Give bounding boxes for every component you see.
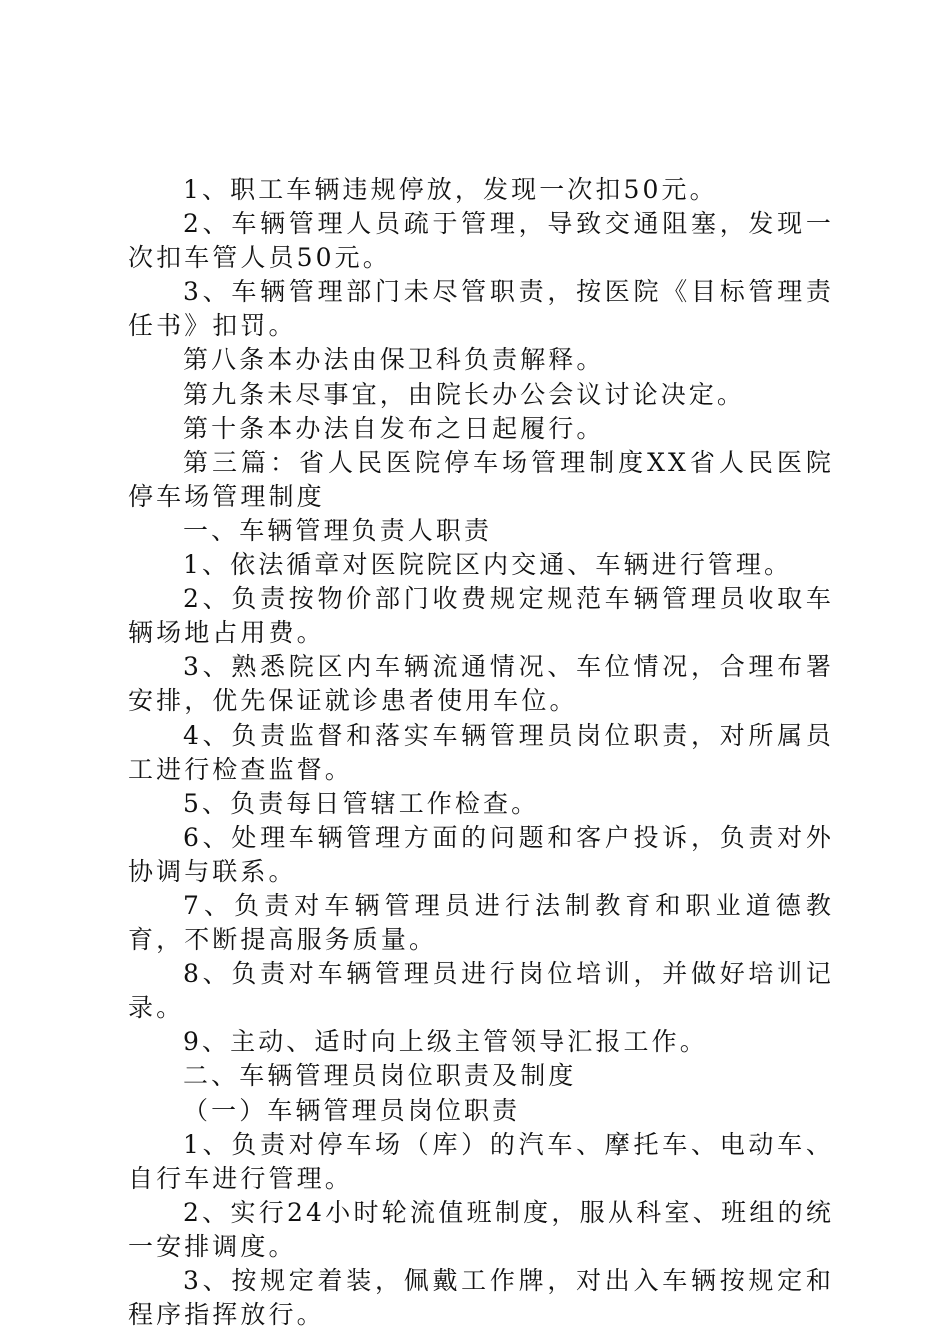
paragraph-article-9: 第九条未尽事宜，由院长办公会议讨论决定。 [183,379,746,409]
document-body [128,173,834,1332]
paragraph-article-8: 第八条本办法由保卫科负责解释。 [183,345,605,375]
paragraph-article-10: 第十条本办法自发布之日起履行。 [183,413,605,443]
paragraph-duty-5: 5、负责每日管辖工作检查。 [183,788,540,818]
paragraph-duty-6: 6、处理车辆管理方面的问题和客户投诉，负责对外协调与联系。 [128,822,834,886]
subsection-heading-attendant-duties: （一）车辆管理员岗位职责 [183,1095,521,1125]
paragraph-attendant-duty-2: 2、实行24小时轮流值班制度，服从科室、班组的统一安排调度。 [128,1197,834,1261]
section-heading-manager-duties: 一、车辆管理负责人职责 [183,515,493,545]
paragraph-attendant-duty-3: 3、按规定着装，佩戴工作牌，对出入车辆按规定和程序指挥放行。 [128,1266,834,1330]
paragraph-duty-1: 1、依法循章对医院院区内交通、车辆进行管理。 [183,550,793,580]
section-heading-attendant-duties: 二、车辆管理员岗位职责及制度 [183,1061,577,1091]
paragraph-part-3-title: 第三篇：省人民医院停车场管理制度XX省人民医院停车场管理制度 [128,447,834,511]
paragraph-duty-4: 4、负责监督和落实车辆管理员岗位职责，对所属员工进行检查监督。 [128,720,834,784]
paragraph-attendant-duty-1: 1、负责对停车场（库）的汽车、摩托车、电动车、自行车进行管理。 [128,1129,834,1193]
paragraph-penalty-department: 3、车辆管理部门未尽管职责，按医院《目标管理责任书》扣罚。 [128,277,834,341]
paragraph-duty-9: 9、主动、适时向上级主管领导汇报工作。 [183,1027,708,1057]
paragraph-penalty-staff-parking: 1、职工车辆违规停放，发现一次扣50元。 [183,175,718,204]
paragraph-penalty-traffic-block: 2、车辆管理人员疏于管理，导致交通阻塞，发现一次扣车管人员50元。 [128,209,834,273]
paragraph-duty-2: 2、负责按物价部门收费规定规范车辆管理员收取车辆场地占用费。 [128,584,834,648]
paragraph-duty-8: 8、负责对车辆管理员进行岗位培训，并做好培训记录。 [128,959,834,1023]
paragraph-duty-7: 7、负责对车辆管理员进行法制教育和职业道德教育，不断提高服务质量。 [128,890,834,955]
paragraph-duty-3: 3、熟悉院区内车辆流通情况、车位情况，合理布署安排，优先保证就诊患者使用车位。 [128,652,834,716]
